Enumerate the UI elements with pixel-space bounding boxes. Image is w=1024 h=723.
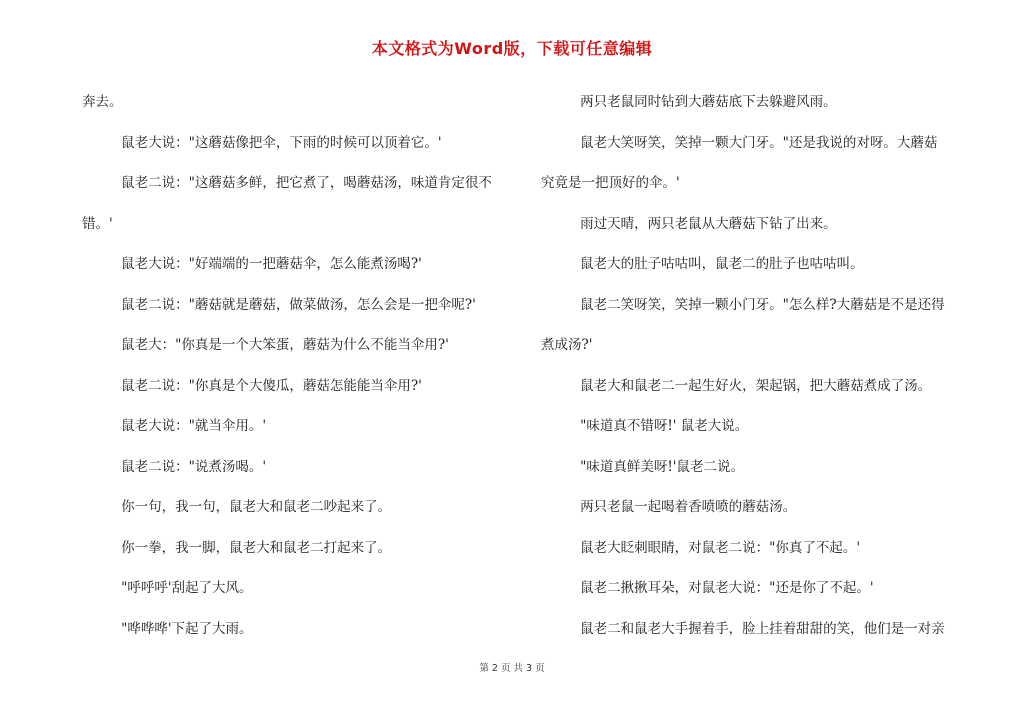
paragraph-line: 你一拳，我一脚，鼠老大和鼠老二打起来了。 (121, 539, 392, 556)
paragraph-line: 鼠老二说："蘑菇就是蘑菇，做菜做汤，怎么会是一把伞呢?' (121, 296, 476, 313)
paragraph-line: 雨过天晴，两只老鼠从大蘑菇下钻了出来。 (580, 215, 837, 232)
page-number-footer: 第 2 页 共 3 页 (479, 663, 545, 674)
right-text-column (541, 82, 981, 649)
paragraph-line: 鼠老大和鼠老二一起生好火，架起锅，把大蘑菇煮成了汤。 (580, 377, 932, 394)
paragraph-line: "哗哗哗'下起了大雨。 (121, 620, 253, 637)
paragraph-line: 鼠老大："你真是一个大笨蛋，蘑菇为什么不能当伞用?' (121, 337, 449, 353)
paragraph-line: 两只老鼠一起喝着香喷喷的蘑菇汤。 (580, 499, 797, 515)
paragraph-line: 鼠老大说："好端端的一把蘑菇伞，怎么能煮汤喝?' (121, 256, 422, 272)
paragraph-line: 鼠老大笑呀笑，笑掉一颗大门牙。"还是我说的对呀。大蘑菇 (580, 134, 938, 151)
paragraph-line: 鼠老二说："这蘑菇多鲜，把它煮了，喝蘑菇汤，味道肯定很不 (121, 175, 492, 191)
paragraph-line: 奔去。 (82, 94, 123, 110)
paragraph-line: 你一句，我一句，鼠老大和鼠老二吵起来了。 (121, 499, 392, 515)
paragraph-line: 鼠老大眨刺眼睛，对鼠老二说："你真了不起。' (580, 539, 861, 556)
paragraph-line: 鼠老二揪揪耳朵，对鼠老大说："还是你了不起。' (580, 580, 874, 596)
paragraph-line: 鼠老二说："你真是个大傻瓜，蘑菇怎能能当伞用?' (121, 377, 422, 394)
paragraph-line: "呼呼呼'刮起了大风。 (121, 580, 253, 596)
paragraph-line: 鼠老二和鼠老大手握着手，脸上挂着甜甜的笑，他们是一对亲 (580, 620, 945, 637)
paragraph-line: 鼠老大说："这蘑菇像把伞，下雨的时候可以顶着它。' (121, 134, 442, 151)
left-text-column (82, 82, 522, 649)
paragraph-line: "味道真不错呀!' 鼠老大说。 (580, 418, 749, 434)
paragraph-line: 错。' (82, 215, 113, 232)
paragraph-line: 鼠老二说："说煮汤喝。' (121, 458, 267, 475)
paragraph-line: 究竟是一把顶好的伞。' (541, 175, 680, 191)
paragraph-line: 两只老鼠同时钻到大蘑菇底下去躲避风雨。 (580, 94, 837, 110)
paragraph-line: "味道真鲜美呀!'鼠老二说。 (580, 458, 744, 475)
paragraph-line: 煮成汤?' (541, 337, 593, 353)
paragraph-line: 鼠老二笑呀笑，笑掉一颗小门牙。"怎么样?大蘑菇是不是还得 (580, 296, 945, 313)
paragraph-line: 鼠老大的肚子咕咕叫，鼠老二的肚子也咕咕叫。 (580, 256, 864, 272)
page-header-banner: 本文格式为Word版，下载可任意编辑 (371, 39, 653, 58)
paragraph-line: 鼠老大说："就当伞用。' (121, 418, 267, 434)
